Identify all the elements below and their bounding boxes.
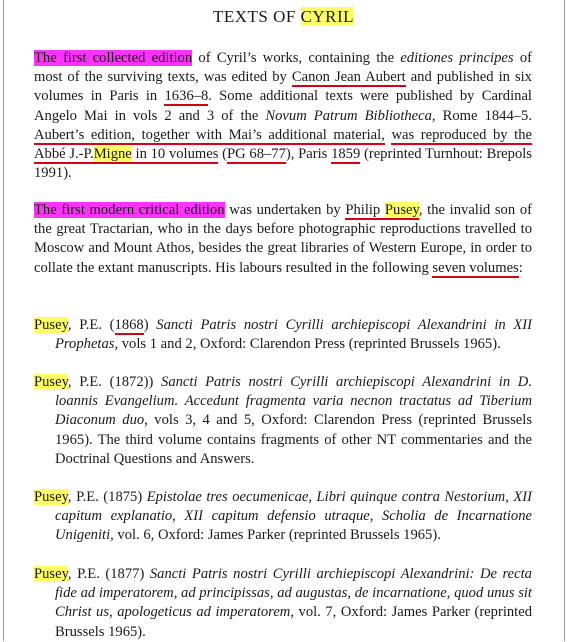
underline-aubert-edition: Aubert’s edition, together with Mai’s additional material, <box>34 126 385 143</box>
underline-philip: Philip <box>345 202 385 218</box>
paragraph-critical-edition: The first modern critical edition was undertaken by Philip Pusey, the invalid son of the great Tractarian, who in the days before photographic reproductions travelled to Moscow and Mount Athos, besides the great libraries of Western Europe, in order to collate the extant manuscripts. His labours resulted in the following seven volumes: <box>34 202 532 276</box>
author-highlight: Pusey <box>34 317 68 333</box>
underline-ten-volumes: in 10 volumes <box>131 146 219 163</box>
paragraph-first-edition: The first collected edition of Cyril’s works, containing the editiones principes of most of the surviving texts, was edited by Canon Jean Aubert and published in six volumes in Paris in 1636–8. Some additional texts were published by Cardinal Angelo Mai in vols 2 and 3 of the Novum Patrum Bibliotheca, Rome 1844–5. Aubert’s edition, together with Mai’s additional material, was reproduced by the Abbé J.-P.Migne in 10 volumes (PG 68–77), Paris 1859 (reprinted Turnhout: Brepols 1991). <box>34 50 532 182</box>
left-page-edge <box>3 0 4 641</box>
author-highlight: Pusey <box>34 374 68 390</box>
reference-entry: Pusey, P.E. (1875) Epistolae tres oecumenicae, Libri quinque contra Nestorium, XII capitum explanatio, XII capitum defensio utraque, Scholia de Incarnatione Unigeniti, vol. 6, Oxford: James Parker (reprinted Brussels 1965). <box>34 489 532 544</box>
underline-seven-volumes: seven volumes <box>432 259 519 276</box>
underline-1859: 1859 <box>331 146 361 163</box>
highlight-first-modern: The first modern critical edition <box>34 202 225 218</box>
author-highlight: Pusey <box>34 489 68 505</box>
underline-pg: PG 68–77 <box>227 146 286 163</box>
underline-year-1636: 1636–8 <box>164 88 209 105</box>
section-heading: TEXTS OF CYRIL <box>212 7 355 26</box>
reference-entry: Pusey, P.E. (1868) Sancti Patris nostri Cyrilli archiepiscopi Alexandrini in XII Prophetas, vols 1 and 2, Oxford: Clarendon Press (reprinted Brussels 1965). <box>34 317 532 353</box>
highlight-pusey: Pusey <box>384 202 419 218</box>
underline-1868: 1868 <box>114 317 144 333</box>
underline-aubert: Canon Jean Aubert <box>291 69 406 86</box>
author-highlight: Pusey <box>34 566 68 582</box>
heading-highlight: CYRIL <box>300 7 355 26</box>
reference-entry: Pusey, P.E. (1877) Sancti Patris nostri Cyrilli archiepiscopi Alexandrini: De recta fide ad imperatorem, ad principissas, ad augustas, de incarnatione, quod unus sit Christ us, apologeticus ad imperatorem, vol. 7, Oxford: James Parker (reprinted Brussels 1965). <box>34 566 532 640</box>
reference-entry: Pusey, P.E. (1872)) Sancti Patris nostri Cyrilli archiepiscopi Alexandrini in D. loannis Evangelium. Accedunt fragmenta varia necnon tractatus ad Tiberium Diaconum duo, vols 3, 4 and 5, Oxford: Clarendon Press (reprinted Brussels 1965). The third volume contains fragments of other NT commentaries and the Doctrinal Questions and Answers. <box>34 374 532 467</box>
right-page-edge <box>564 0 565 641</box>
highlight-first-collected: The first collected edition <box>34 50 193 66</box>
underline-reproduced: was reproduced by the Abbé J.-P. <box>34 126 532 163</box>
highlight-migne: Migne <box>93 146 132 163</box>
